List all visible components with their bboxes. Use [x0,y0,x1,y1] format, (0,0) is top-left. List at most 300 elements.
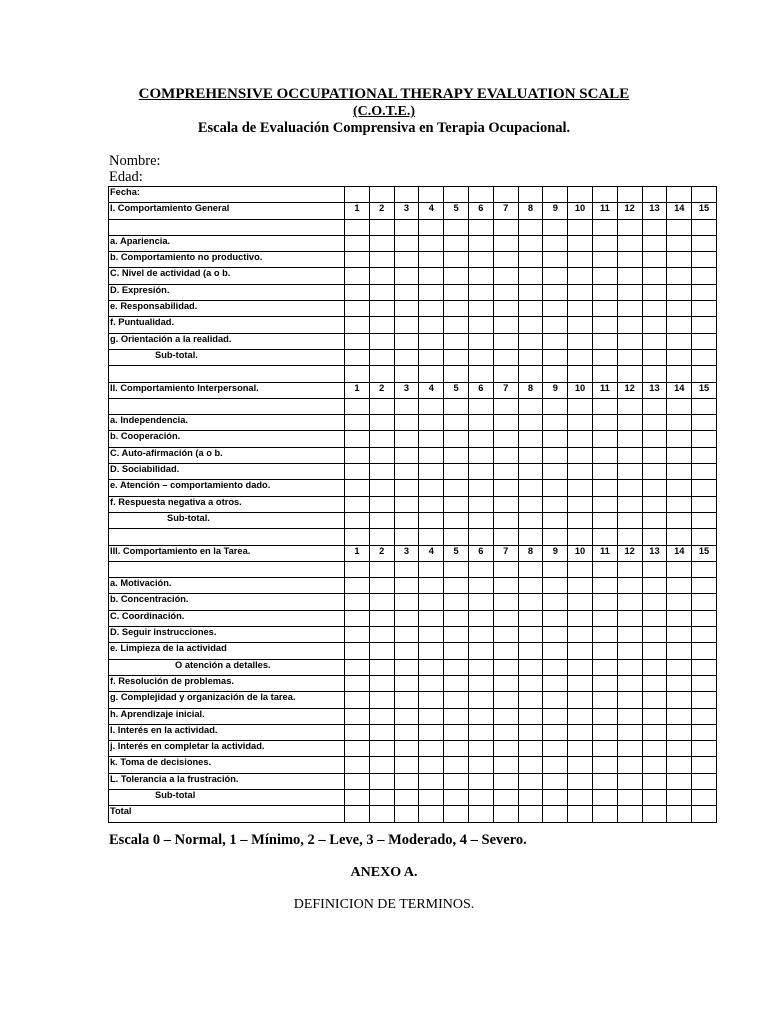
score-cell[interactable] [543,219,568,235]
score-cell[interactable] [468,773,493,789]
score-cell[interactable] [667,594,692,610]
score-cell[interactable] [369,317,394,333]
score-cell[interactable] [419,496,444,512]
score-cell[interactable] [642,512,667,528]
score-cell[interactable] [345,219,370,235]
score-cell[interactable] [444,496,469,512]
score-cell[interactable] [493,741,518,757]
score-cell[interactable] [543,301,568,317]
score-cell[interactable] [468,480,493,496]
score-cell[interactable] [592,496,617,512]
score-cell[interactable] [444,447,469,463]
score-cell[interactable] [667,675,692,691]
score-cell[interactable] [369,594,394,610]
score-cell[interactable] [394,789,419,805]
score-cell[interactable] [543,529,568,545]
score-cell[interactable] [642,741,667,757]
score-cell[interactable] [444,643,469,659]
score-cell[interactable] [667,252,692,268]
score-cell[interactable] [592,301,617,317]
score-cell[interactable] [369,480,394,496]
score-cell[interactable] [692,447,717,463]
score-cell[interactable] [394,284,419,300]
score-cell[interactable] [543,708,568,724]
score-cell[interactable] [518,773,543,789]
score-cell[interactable] [617,268,642,284]
score-cell[interactable] [518,578,543,594]
score-cell[interactable] [518,431,543,447]
score-cell[interactable] [369,659,394,675]
score-cell[interactable] [394,578,419,594]
score-cell[interactable] [617,496,642,512]
score-cell[interactable] [617,349,642,365]
score-cell[interactable] [617,675,642,691]
score-cell[interactable] [617,301,642,317]
score-cell[interactable] [493,578,518,594]
score-cell[interactable] [444,757,469,773]
score-cell[interactable] [394,447,419,463]
score-cell[interactable] [568,773,593,789]
score-cell[interactable] [518,806,543,822]
score-cell[interactable] [419,333,444,349]
score-cell[interactable] [444,431,469,447]
score-cell[interactable] [444,219,469,235]
score-cell[interactable] [493,692,518,708]
score-cell[interactable] [419,480,444,496]
score-cell[interactable] [667,464,692,480]
score-cell[interactable] [692,431,717,447]
score-cell[interactable] [493,757,518,773]
score-cell[interactable] [543,692,568,708]
score-cell[interactable] [543,464,568,480]
score-cell[interactable] [642,496,667,512]
score-cell[interactable] [617,741,642,757]
score-cell[interactable] [419,464,444,480]
score-cell[interactable] [568,464,593,480]
score-cell[interactable] [345,773,370,789]
score-cell[interactable] [568,741,593,757]
score-cell[interactable] [468,724,493,740]
score-cell[interactable] [369,643,394,659]
score-cell[interactable] [394,464,419,480]
score-cell[interactable] [394,741,419,757]
score-cell[interactable] [692,349,717,365]
score-cell[interactable] [568,333,593,349]
score-cell[interactable] [444,773,469,789]
score-cell[interactable] [394,252,419,268]
score-cell[interactable] [592,627,617,643]
score-cell[interactable] [592,480,617,496]
score-cell[interactable] [543,496,568,512]
score-cell[interactable] [692,806,717,822]
score-cell[interactable] [592,268,617,284]
score-cell[interactable] [568,578,593,594]
score-cell[interactable] [444,284,469,300]
score-cell[interactable] [369,627,394,643]
score-cell[interactable] [468,496,493,512]
score-cell[interactable] [493,349,518,365]
score-cell[interactable] [543,366,568,382]
score-cell[interactable] [642,806,667,822]
score-cell[interactable] [543,415,568,431]
score-cell[interactable] [642,447,667,463]
score-cell[interactable] [667,447,692,463]
score-cell[interactable] [617,447,642,463]
score-cell[interactable] [493,627,518,643]
score-cell[interactable] [468,349,493,365]
score-cell[interactable] [617,333,642,349]
score-cell[interactable] [518,252,543,268]
score-cell[interactable] [667,415,692,431]
score-cell[interactable] [568,724,593,740]
score-cell[interactable] [543,741,568,757]
score-cell[interactable] [345,561,370,577]
score-cell[interactable] [493,512,518,528]
score-cell[interactable] [667,708,692,724]
score-cell[interactable] [468,219,493,235]
score-cell[interactable] [468,317,493,333]
score-cell[interactable] [345,529,370,545]
score-cell[interactable] [345,317,370,333]
score-cell[interactable] [493,789,518,805]
score-cell[interactable] [642,366,667,382]
score-cell[interactable] [543,757,568,773]
score-cell[interactable] [518,741,543,757]
score-cell[interactable] [345,349,370,365]
score-cell[interactable] [394,431,419,447]
score-cell[interactable] [345,480,370,496]
score-cell[interactable] [592,724,617,740]
score-cell[interactable] [568,398,593,414]
score-cell[interactable] [394,333,419,349]
score-cell[interactable] [345,643,370,659]
score-cell[interactable] [543,659,568,675]
score-cell[interactable] [642,561,667,577]
score-cell[interactable] [419,366,444,382]
score-cell[interactable] [493,333,518,349]
score-cell[interactable] [568,692,593,708]
score-cell[interactable] [493,496,518,512]
score-cell[interactable] [543,447,568,463]
score-cell[interactable] [493,480,518,496]
score-cell[interactable] [592,415,617,431]
score-cell[interactable] [692,415,717,431]
score-cell[interactable] [667,187,692,203]
score-cell[interactable] [692,594,717,610]
score-cell[interactable] [419,415,444,431]
score-cell[interactable] [692,643,717,659]
score-cell[interactable] [667,301,692,317]
score-cell[interactable] [419,757,444,773]
score-cell[interactable] [394,773,419,789]
score-cell[interactable] [493,773,518,789]
score-cell[interactable] [345,252,370,268]
score-cell[interactable] [543,627,568,643]
score-cell[interactable] [568,594,593,610]
score-cell[interactable] [692,235,717,251]
score-cell[interactable] [369,301,394,317]
score-cell[interactable] [667,724,692,740]
score-cell[interactable] [642,692,667,708]
score-cell[interactable] [568,349,593,365]
score-cell[interactable] [468,529,493,545]
score-cell[interactable] [568,317,593,333]
score-cell[interactable] [543,561,568,577]
score-cell[interactable] [568,431,593,447]
score-cell[interactable] [568,708,593,724]
score-cell[interactable] [394,561,419,577]
score-cell[interactable] [692,529,717,545]
score-cell[interactable] [444,349,469,365]
score-cell[interactable] [518,708,543,724]
score-cell[interactable] [568,366,593,382]
score-cell[interactable] [394,594,419,610]
score-cell[interactable] [369,561,394,577]
score-cell[interactable] [617,692,642,708]
score-cell[interactable] [493,724,518,740]
score-cell[interactable] [568,268,593,284]
score-cell[interactable] [394,610,419,626]
score-cell[interactable] [642,252,667,268]
score-cell[interactable] [568,675,593,691]
score-cell[interactable] [568,806,593,822]
score-cell[interactable] [518,610,543,626]
score-cell[interactable] [444,692,469,708]
score-cell[interactable] [394,708,419,724]
score-cell[interactable] [369,773,394,789]
score-cell[interactable] [692,333,717,349]
score-cell[interactable] [617,561,642,577]
score-cell[interactable] [692,627,717,643]
score-cell[interactable] [419,561,444,577]
score-cell[interactable] [667,529,692,545]
score-cell[interactable] [667,578,692,594]
score-cell[interactable] [642,187,667,203]
score-cell[interactable] [667,366,692,382]
score-cell[interactable] [592,659,617,675]
score-cell[interactable] [617,708,642,724]
score-cell[interactable] [518,627,543,643]
score-cell[interactable] [369,610,394,626]
score-cell[interactable] [419,708,444,724]
score-cell[interactable] [394,659,419,675]
score-cell[interactable] [444,806,469,822]
score-cell[interactable] [394,692,419,708]
score-cell[interactable] [592,806,617,822]
score-cell[interactable] [369,219,394,235]
score-cell[interactable] [493,561,518,577]
score-cell[interactable] [617,235,642,251]
score-cell[interactable] [345,659,370,675]
score-cell[interactable] [568,561,593,577]
score-cell[interactable] [369,578,394,594]
score-cell[interactable] [369,529,394,545]
score-cell[interactable] [345,789,370,805]
score-cell[interactable] [592,252,617,268]
score-cell[interactable] [394,512,419,528]
score-cell[interactable] [394,675,419,691]
score-cell[interactable] [345,708,370,724]
score-cell[interactable] [444,724,469,740]
score-cell[interactable] [667,496,692,512]
score-cell[interactable] [468,692,493,708]
score-cell[interactable] [642,464,667,480]
score-cell[interactable] [543,284,568,300]
score-cell[interactable] [543,789,568,805]
score-cell[interactable] [394,480,419,496]
score-cell[interactable] [345,333,370,349]
score-cell[interactable] [592,187,617,203]
score-cell[interactable] [444,464,469,480]
score-cell[interactable] [617,480,642,496]
score-cell[interactable] [543,675,568,691]
score-cell[interactable] [493,268,518,284]
score-cell[interactable] [493,431,518,447]
score-cell[interactable] [667,480,692,496]
score-cell[interactable] [345,512,370,528]
score-cell[interactable] [617,789,642,805]
score-cell[interactable] [642,789,667,805]
score-cell[interactable] [642,643,667,659]
score-cell[interactable] [345,578,370,594]
score-cell[interactable] [543,773,568,789]
score-cell[interactable] [667,317,692,333]
score-cell[interactable] [568,480,593,496]
score-cell[interactable] [667,806,692,822]
score-cell[interactable] [642,333,667,349]
score-cell[interactable] [568,512,593,528]
score-cell[interactable] [667,659,692,675]
score-cell[interactable] [617,252,642,268]
score-cell[interactable] [468,333,493,349]
score-cell[interactable] [419,773,444,789]
score-cell[interactable] [642,317,667,333]
score-cell[interactable] [568,757,593,773]
score-cell[interactable] [568,187,593,203]
score-cell[interactable] [692,512,717,528]
score-cell[interactable] [493,447,518,463]
score-cell[interactable] [592,349,617,365]
score-cell[interactable] [394,757,419,773]
score-cell[interactable] [518,561,543,577]
score-cell[interactable] [518,366,543,382]
score-cell[interactable] [468,757,493,773]
score-cell[interactable] [592,692,617,708]
score-cell[interactable] [692,268,717,284]
score-cell[interactable] [592,578,617,594]
score-cell[interactable] [692,773,717,789]
score-cell[interactable] [419,627,444,643]
score-cell[interactable] [419,594,444,610]
score-cell[interactable] [518,301,543,317]
score-cell[interactable] [369,512,394,528]
score-cell[interactable] [394,415,419,431]
score-cell[interactable] [345,431,370,447]
score-cell[interactable] [345,594,370,610]
score-cell[interactable] [419,675,444,691]
score-cell[interactable] [518,659,543,675]
score-cell[interactable] [493,675,518,691]
score-cell[interactable] [667,398,692,414]
score-cell[interactable] [345,806,370,822]
score-cell[interactable] [468,447,493,463]
score-cell[interactable] [518,692,543,708]
score-cell[interactable] [369,708,394,724]
score-cell[interactable] [543,643,568,659]
score-cell[interactable] [692,366,717,382]
score-cell[interactable] [468,594,493,610]
score-cell[interactable] [468,398,493,414]
score-cell[interactable] [444,561,469,577]
score-cell[interactable] [394,806,419,822]
score-cell[interactable] [369,398,394,414]
score-cell[interactable] [642,235,667,251]
score-cell[interactable] [493,610,518,626]
score-cell[interactable] [444,512,469,528]
score-cell[interactable] [444,398,469,414]
score-cell[interactable] [444,708,469,724]
score-cell[interactable] [345,610,370,626]
score-cell[interactable] [692,578,717,594]
score-cell[interactable] [468,301,493,317]
score-cell[interactable] [444,529,469,545]
score-cell[interactable] [468,675,493,691]
score-cell[interactable] [518,333,543,349]
score-cell[interactable] [419,349,444,365]
score-cell[interactable] [419,235,444,251]
score-cell[interactable] [617,415,642,431]
score-cell[interactable] [518,512,543,528]
score-cell[interactable] [468,561,493,577]
score-cell[interactable] [345,757,370,773]
score-cell[interactable] [369,366,394,382]
score-cell[interactable] [468,464,493,480]
score-cell[interactable] [642,757,667,773]
score-cell[interactable] [369,496,394,512]
score-cell[interactable] [592,235,617,251]
score-cell[interactable] [419,692,444,708]
score-cell[interactable] [592,643,617,659]
score-cell[interactable] [592,333,617,349]
score-cell[interactable] [592,512,617,528]
score-cell[interactable] [444,301,469,317]
score-cell[interactable] [617,610,642,626]
score-cell[interactable] [617,187,642,203]
score-cell[interactable] [369,724,394,740]
score-cell[interactable] [394,235,419,251]
score-cell[interactable] [394,349,419,365]
score-cell[interactable] [667,512,692,528]
score-cell[interactable] [345,268,370,284]
score-cell[interactable] [592,219,617,235]
score-cell[interactable] [419,789,444,805]
score-cell[interactable] [444,659,469,675]
score-cell[interactable] [617,512,642,528]
score-cell[interactable] [369,447,394,463]
score-cell[interactable] [692,675,717,691]
score-cell[interactable] [518,464,543,480]
score-cell[interactable] [543,431,568,447]
score-cell[interactable] [444,366,469,382]
score-cell[interactable] [692,187,717,203]
score-cell[interactable] [369,415,394,431]
score-cell[interactable] [394,301,419,317]
score-cell[interactable] [543,512,568,528]
score-cell[interactable] [642,708,667,724]
score-cell[interactable] [444,789,469,805]
score-cell[interactable] [543,480,568,496]
score-cell[interactable] [692,464,717,480]
